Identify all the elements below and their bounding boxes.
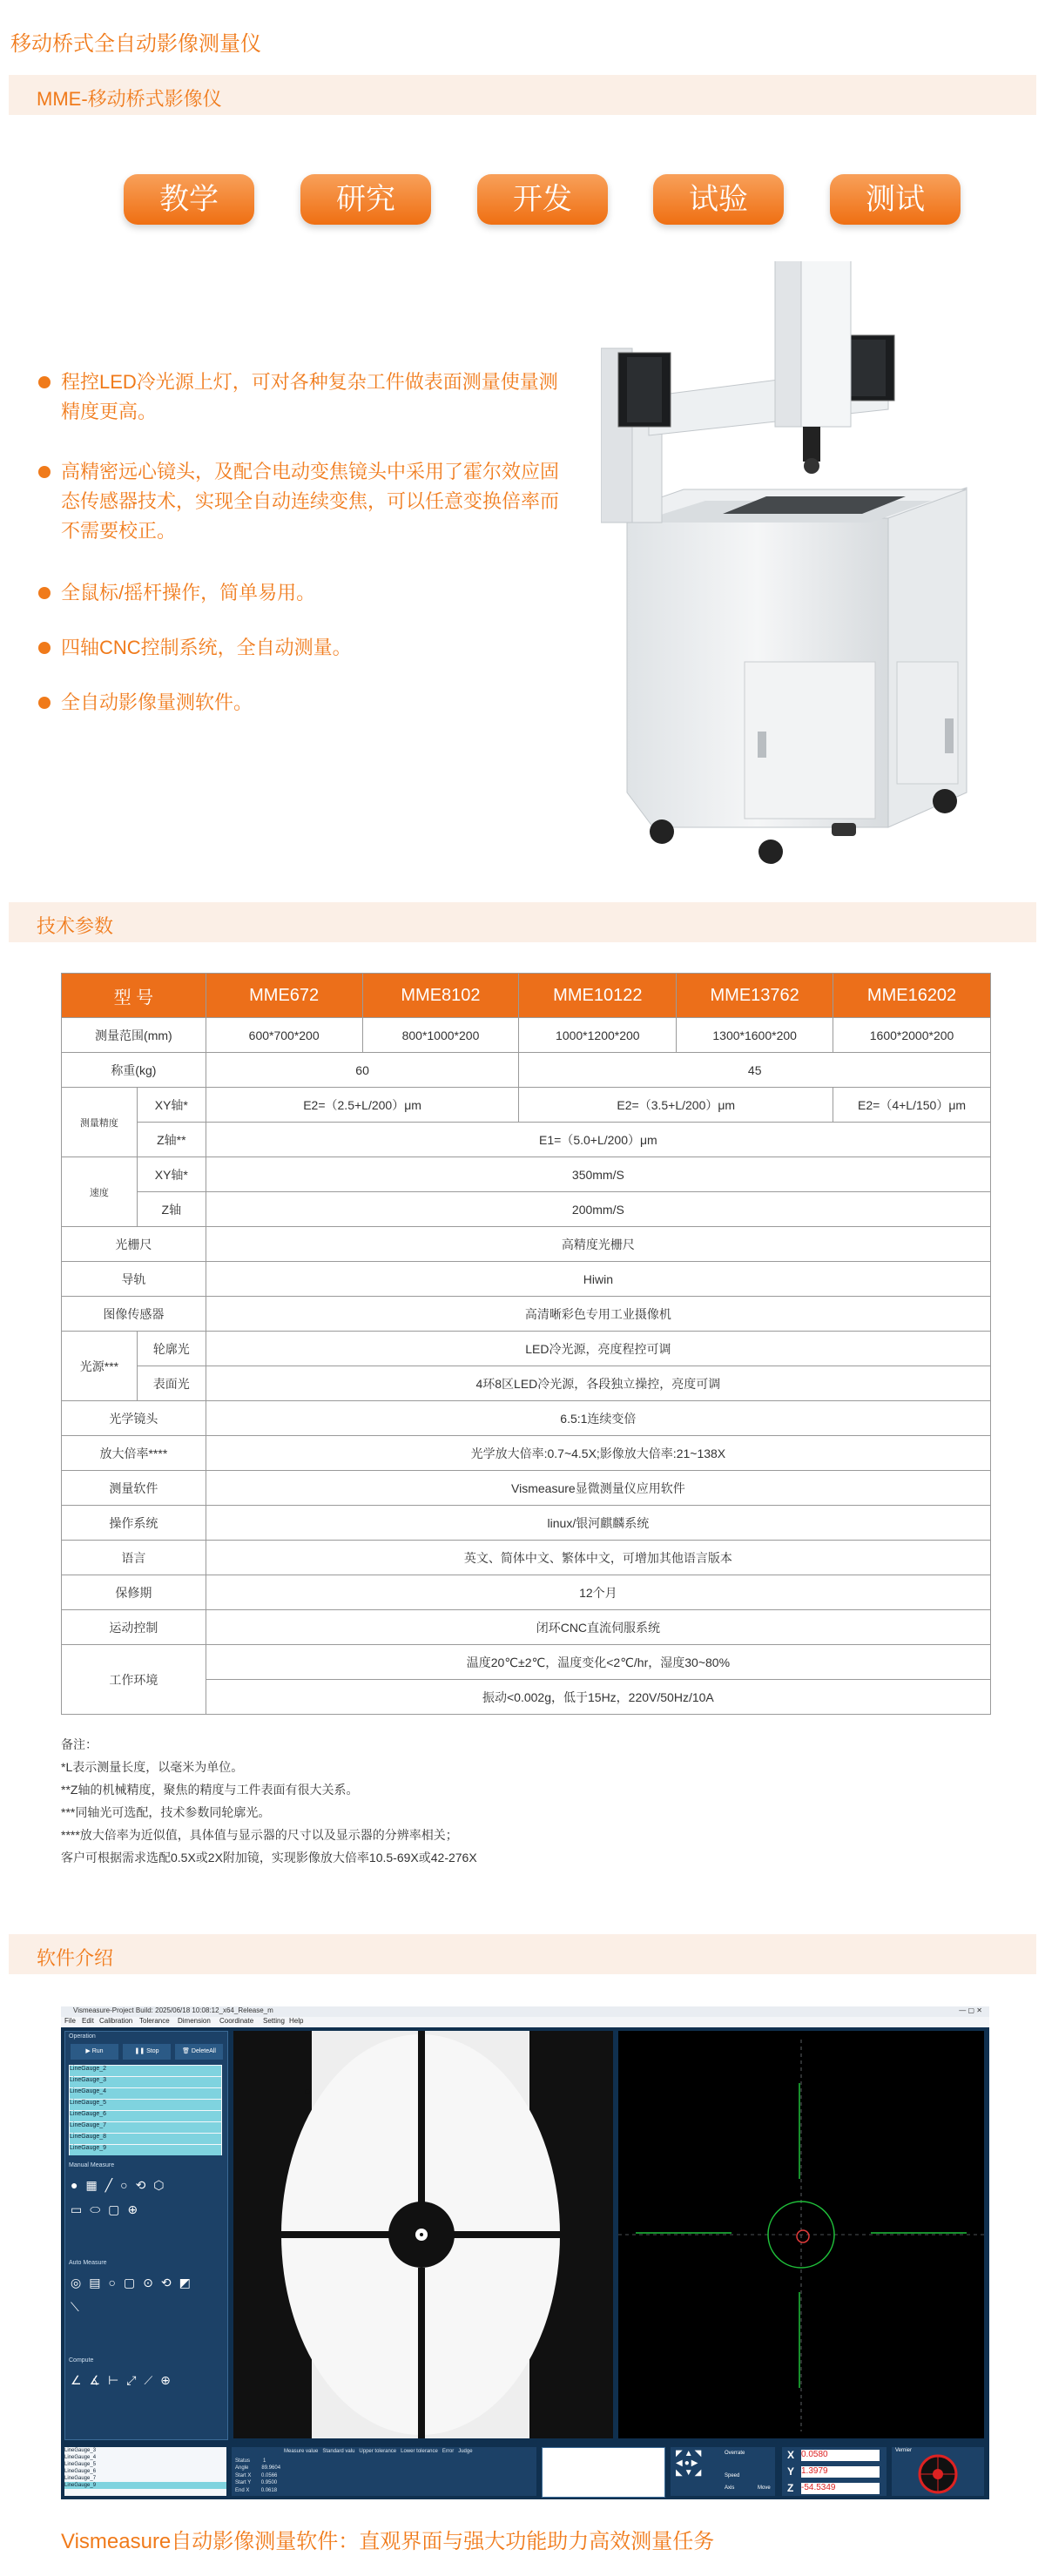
row-sublabel: 表面光: [137, 1366, 206, 1401]
row-label: 测量软件: [62, 1471, 206, 1506]
table-row: [62, 1053, 991, 1088]
window-controls[interactable]: — ▢ ✕: [959, 2006, 982, 2014]
manual-tools[interactable]: ●▦╱○⟲⬡ ▭⬭▢⊕: [71, 2178, 172, 2216]
run-button[interactable]: ▶ Run: [71, 2044, 118, 2060]
table-row: [62, 1436, 991, 1471]
section-bar-product: [9, 75, 1036, 115]
cad-drawing: [618, 2031, 984, 2438]
left-panel: [64, 2031, 228, 2440]
table-row: [62, 1332, 991, 1366]
feature-item: 四轴CNC控制系统，全自动测量。: [61, 633, 562, 663]
zoom-panel: [892, 2447, 984, 2496]
section-bar-specs: [9, 902, 1036, 942]
note-line: ****放大倍率为近似值，具体值与显示器的尺寸以及显示器的分辨率相关；: [61, 1828, 458, 1842]
menu-coordinate[interactable]: Coordinate: [219, 2017, 254, 2025]
table-row: Start Y 0.9500: [235, 2480, 278, 2486]
compute-label: Compute: [69, 2357, 94, 2364]
table-cell: 1000*1200*200: [519, 1018, 677, 1053]
table-cell: 1600*2000*200: [833, 1018, 991, 1053]
software-caption: Vismeasure自动影像测量软件：直观界面与强大功能助力高效测量任务: [61, 2530, 715, 2553]
list-item[interactable]: LineGauge_6: [70, 2111, 221, 2121]
table-cell: 英文、简体中文、繁体中文，可增加其他语言版本: [206, 1541, 990, 1575]
row-sublabel: 轮廓光: [137, 1332, 206, 1366]
section-bar-software: [9, 1934, 1036, 1974]
row-label: 保修期: [62, 1575, 206, 1610]
tag-research: 研究: [300, 174, 431, 225]
table-row: [62, 974, 991, 1018]
note-line: ***同轴光可选配，技术参数同轮廓光。: [61, 1805, 271, 1819]
table-row: [62, 1541, 991, 1575]
dro-panel: [782, 2447, 887, 2496]
list-item[interactable]: LineGauge_5: [64, 2462, 97, 2467]
compute-tools[interactable]: ∠∡⊢⤢⟋⊕: [71, 2373, 179, 2387]
machine-image: [601, 261, 1010, 875]
table-cell: 800*1000*200: [362, 1018, 519, 1053]
table-cell: 高清晰彩色专用工业摄像机: [206, 1297, 990, 1332]
window-title: Vismeasure-Project Build: 2025/06/18 10:08:12_x64_Release_m: [73, 2006, 273, 2014]
feature-item: 高精密远心镜头，及配合电动变焦镜头中采用了霍尔效应固态传感器技术，实现全自动连续变焦，可以任意变换倍率而不需要校正。: [61, 457, 562, 546]
table-cell: 温度20℃±2℃，温度变化<2℃/hr，湿度30~80%: [206, 1645, 990, 1680]
header-cell: MME16202: [833, 974, 991, 1018]
window-titlebar: [61, 2006, 989, 2017]
spec-table: [61, 973, 991, 1715]
table-cell: Vismeasure显微测量仪应用软件: [206, 1471, 990, 1506]
row-sublabel: Z轴**: [137, 1123, 206, 1157]
tag-development: 开发: [477, 174, 608, 225]
feature-item: 全鼠标/摇杆操作，简单易用。: [61, 578, 562, 608]
table-row: [62, 1088, 991, 1123]
note-line: **Z轴的机械精度，聚焦的精度与工件表面有很大关系。: [61, 1783, 359, 1797]
table-row: [62, 1262, 991, 1297]
header-cell: MME10122: [519, 974, 677, 1018]
page-title: 移动桥式全自动影像测量仪: [10, 32, 261, 56]
table-row: [62, 1645, 991, 1680]
row-label: 测量精度: [62, 1088, 138, 1157]
note-line: 客户可根据需求选配0.5X或2X附加镜，实现影像放大倍率10.5-69X或42-276X: [61, 1851, 477, 1865]
table-row: Angle 89.9604: [235, 2465, 281, 2471]
table-cell: Hiwin: [206, 1262, 990, 1297]
result-rows: [235, 2458, 280, 2494]
feature-item: 程控LED冷光源上灯，可对各种复杂工件做表面测量使量测精度更高。: [61, 368, 562, 427]
menu-calibration[interactable]: Calibration: [99, 2017, 133, 2025]
bullet-icon: [38, 697, 51, 709]
table-row: Start X 0.0566: [235, 2472, 278, 2478]
list-item[interactable]: LineGauge_9: [70, 2145, 221, 2155]
auto-tools[interactable]: ◎▤○▢⊙⟲◩ ⟍: [71, 2276, 199, 2314]
manual-measure-label: Manual Measure: [69, 2162, 115, 2168]
y-readout: 1.3979: [801, 2466, 880, 2478]
result-table: [232, 2447, 536, 2496]
table-cell: 350mm/S: [206, 1157, 990, 1192]
tag-teaching: 教学: [124, 174, 254, 225]
list-item[interactable]: LineGauge_7: [70, 2122, 221, 2133]
table-row: [62, 1366, 991, 1401]
table-cell: E2=（4+L/150）μm: [833, 1088, 991, 1123]
x-readout: 0.0580: [801, 2450, 880, 2461]
software-screenshot: [61, 2006, 989, 2499]
row-label: 导轨: [62, 1262, 206, 1297]
row-label: 测量范围(mm): [62, 1018, 206, 1053]
table-row: [62, 1192, 991, 1227]
table-row: Status 1: [235, 2458, 266, 2464]
menu-file[interactable]: File: [64, 2017, 76, 2025]
table-cell: E2=（2.5+L/200）μm: [206, 1088, 519, 1123]
table-cell: 高精度光栅尺: [206, 1227, 990, 1262]
auto-measure-label: Auto Measure: [69, 2260, 107, 2266]
axis-label: Axis: [725, 2485, 735, 2491]
camera-view[interactable]: [233, 2031, 613, 2438]
bottom-gauge-list: [64, 2447, 226, 2496]
gauge-list: [69, 2065, 222, 2155]
jog-panel: [671, 2447, 775, 2496]
zoom-dial-icon[interactable]: [918, 2454, 958, 2494]
table-cell: linux/银河麒麟系统: [206, 1506, 990, 1541]
z-axis-label: Z: [787, 2482, 794, 2494]
row-label: 运动控制: [62, 1610, 206, 1645]
speed-label: Speed: [725, 2473, 740, 2478]
list-item[interactable]: LineGauge_5: [70, 2100, 221, 2110]
notes: [61, 1733, 477, 1869]
table-cell: 闭环CNC直流伺服系统: [206, 1610, 990, 1645]
table-row: End X 0.0618: [235, 2487, 278, 2493]
list-item[interactable]: LineGauge_9: [64, 2482, 226, 2489]
row-label: 放大倍率****: [62, 1436, 206, 1471]
list-item[interactable]: LineGauge_3: [70, 2077, 221, 2087]
cad-view[interactable]: [618, 2031, 984, 2438]
table-row: [62, 1123, 991, 1157]
table-cell: 振动<0.002g，低于15Hz，220V/50Hz/10A: [206, 1680, 990, 1715]
table-row: [62, 1297, 991, 1332]
list-item[interactable]: LineGauge_2: [70, 2066, 221, 2076]
bullet-icon: [38, 466, 51, 478]
table-row: [62, 1018, 991, 1053]
table-cell: 6.5:1连续变倍: [206, 1401, 990, 1436]
list-item[interactable]: LineGauge_7: [64, 2476, 97, 2481]
table-cell: E1=（5.0+L/200）μm: [206, 1123, 990, 1157]
bullet-icon: [38, 376, 51, 388]
camera-image: [233, 2031, 613, 2438]
move-label[interactable]: Move: [758, 2485, 771, 2491]
table-row: [62, 1401, 991, 1436]
vernier-label: Vernier: [895, 2448, 913, 2453]
list-item[interactable]: LineGauge_4: [64, 2455, 97, 2460]
tag-experiment: 试验: [653, 174, 784, 225]
table-row: [62, 1506, 991, 1541]
table-cell: 光学放大倍率:0.7~4.5X;影像放大倍率:21~138X: [206, 1436, 990, 1471]
menu-help[interactable]: Help: [289, 2017, 304, 2025]
table-cell: 1300*1600*200: [677, 1018, 833, 1053]
row-label: 语言: [62, 1541, 206, 1575]
header-cell: MME13762: [677, 974, 833, 1018]
row-label: 光学镜头: [62, 1401, 206, 1436]
table-row: [62, 1575, 991, 1610]
operation-label: Operation: [69, 2033, 96, 2040]
note-line: 备注：: [61, 1737, 98, 1751]
jog-arrows[interactable]: ◤▲◥ ◀●▶ ◣▼◢: [676, 2449, 704, 2478]
row-label: 速度: [62, 1157, 138, 1227]
table-cell: LED冷光源，亮度程控可调: [206, 1332, 990, 1366]
header-cell: MME8102: [362, 974, 519, 1018]
table-row: [62, 1227, 991, 1262]
table-cell: 200mm/S: [206, 1192, 990, 1227]
header-cell: MME672: [206, 974, 362, 1018]
bullet-icon: [38, 587, 51, 599]
section-title-specs: 技术参数: [37, 915, 114, 937]
table-cell: E2=（3.5+L/200）μm: [519, 1088, 833, 1123]
note-line: *L表示测量长度，以毫米为单位。: [61, 1760, 244, 1774]
row-label: 光源***: [62, 1332, 138, 1401]
menu-edit[interactable]: Edit: [82, 2017, 94, 2025]
table-cell: 12个月: [206, 1575, 990, 1610]
table-cell: 4环8区LED冷光源，各段独立操控，亮度可调: [206, 1366, 990, 1401]
header-cell: 型 号: [62, 974, 206, 1018]
row-label: 工作环境: [62, 1645, 206, 1715]
row-sublabel: Z轴: [137, 1192, 206, 1227]
feature-item: 全自动影像量测软件。: [61, 688, 562, 718]
result-header: Measure value Standard valu Upper tolerance Lower tolerance Error Judge: [284, 2449, 473, 2454]
table-cell: 45: [519, 1053, 991, 1088]
table-cell: 60: [206, 1053, 519, 1088]
x-axis-label: X: [787, 2449, 795, 2461]
tag-test: 测试: [830, 174, 961, 225]
menu-bar: [61, 2017, 989, 2027]
row-label: 图像传感器: [62, 1297, 206, 1332]
menu-tolerance[interactable]: Tolerance: [139, 2017, 170, 2025]
table-cell: 600*700*200: [206, 1018, 362, 1053]
log-panel: [542, 2447, 665, 2498]
row-sublabel: XY轴*: [137, 1157, 206, 1192]
table-row: [62, 1471, 991, 1506]
list-item[interactable]: LineGauge_3: [64, 2448, 97, 2453]
delete-all-button[interactable]: 🗑 DeleteAll: [175, 2044, 223, 2060]
list-item[interactable]: LineGauge_8: [70, 2134, 221, 2144]
row-label: 称重(kg): [62, 1053, 206, 1088]
table-row: [62, 1610, 991, 1645]
menu-dimension[interactable]: Dimension: [178, 2017, 211, 2025]
overrate-label: Overrate: [725, 2451, 745, 2456]
bullet-icon: [38, 642, 51, 654]
list-item[interactable]: LineGauge_6: [64, 2469, 97, 2474]
menu-setting[interactable]: Setting: [263, 2017, 285, 2025]
table-row: [62, 1157, 991, 1192]
z-readout: -54.5349: [801, 2483, 880, 2494]
y-axis-label: Y: [787, 2465, 795, 2478]
section-title-software: 软件介绍: [37, 1947, 114, 1969]
row-label: 光栅尺: [62, 1227, 206, 1262]
section-title-product: MME-移动桥式影像仪: [37, 88, 222, 110]
row-label: 操作系统: [62, 1506, 206, 1541]
list-item[interactable]: LineGauge_4: [70, 2088, 221, 2099]
stop-button[interactable]: ❚❚ Stop: [123, 2044, 171, 2060]
row-sublabel: XY轴*: [137, 1088, 206, 1123]
